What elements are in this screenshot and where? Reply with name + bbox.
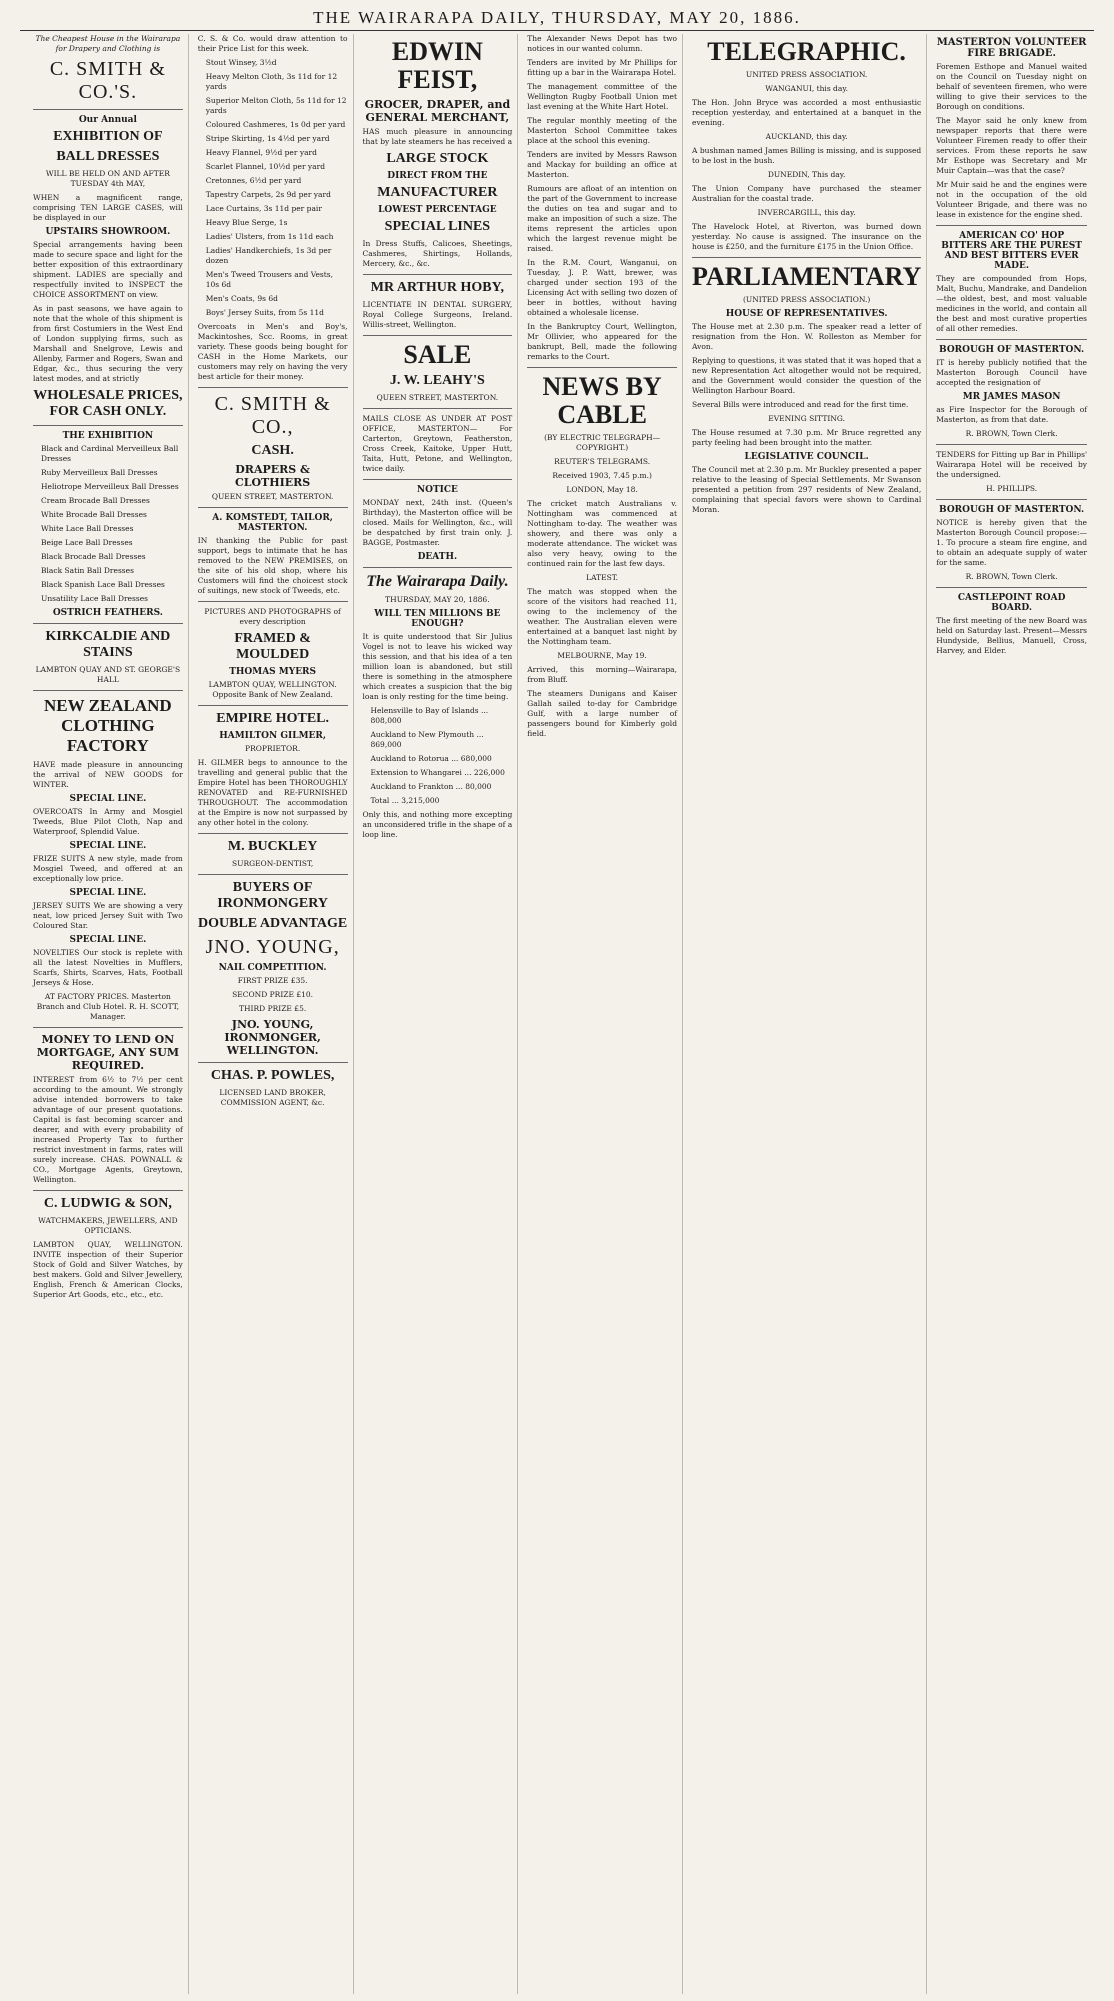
divider bbox=[692, 257, 921, 258]
third-prize: THIRD PRIZE £5. bbox=[239, 1004, 307, 1013]
divider bbox=[363, 479, 513, 480]
received-label: Received 1903, 7.45 p.m.) bbox=[552, 471, 652, 480]
table-row: Total ... 3,215,000 bbox=[370, 796, 440, 805]
kirkcaldie-heading: KIRKCALDIE AND STAINS bbox=[45, 629, 171, 660]
town-clerk: R. BROWN, Town Clerk. bbox=[965, 429, 1058, 438]
price-item: Heavy Blue Serge, 1s bbox=[205, 218, 288, 227]
borough-text-2: as Fire Inspector for the Borough of Masterton, as from that date. bbox=[936, 405, 1087, 424]
london-dateline: LONDON, May 18. bbox=[566, 485, 638, 494]
kirkcaldie-address: LAMBTON QUAY AND ST. GEORGE'S HALL bbox=[35, 665, 181, 684]
column-3 bbox=[360, 34, 519, 1994]
list-item: Ruby Merveilleux Ball Dresses bbox=[41, 468, 158, 477]
manufacturer-heading: MANUFACTURER bbox=[377, 185, 498, 200]
dentist-label: SURGEON-DENTIST, bbox=[231, 859, 314, 868]
editorial-text-2: Only this, and nothing more excepting an unconsidered trifle in the shape of a loop line. bbox=[362, 810, 513, 839]
divider bbox=[936, 339, 1087, 340]
column-4 bbox=[524, 34, 683, 1994]
factory-overcoats: OVERCOATS In Army and Mosgiel Tweeds, Blue Pilot Cloth, Nap and Waterproof, Splendid Value. bbox=[33, 807, 183, 836]
list-item: Black Brocade Ball Dresses bbox=[41, 552, 146, 561]
divider bbox=[33, 109, 183, 110]
divider bbox=[33, 623, 183, 624]
special-lines-text: In Dress Stuffs, Calicoes, Sheetings, Cashmeres, Shirtings, Hollands, Mercery, &c., &c. bbox=[362, 239, 513, 268]
hop-bitters-heading: AMERICAN CO' HOP BITTERS ARE THE PUREST AND BEST BITTERS EVER MADE. bbox=[941, 231, 1082, 271]
tagline: The Cheapest House in the Wairarapa for Drapery and Clothing is bbox=[35, 34, 181, 53]
melbourne-dateline: MELBOURNE, May 19. bbox=[557, 651, 647, 660]
borough-notice-text: NOTICE is hereby given that the Masterton Borough Council propose:— 1. To procure a steam fire engine, and to obtain an adequate supply of water for the same. bbox=[936, 518, 1087, 567]
leahy-heading: J. W. LEAHY'S bbox=[389, 373, 485, 388]
council-text: The Council met at 2.30 p.m. Mr Buckley presented a paper relative to the leasing of Special Settlements. Mr Swanson presented a petition from 297 residents of New Zealand, complaining that special favors were shown to Cardinal Moran. bbox=[692, 465, 922, 514]
factory-jersey: JERSEY SUITS We are showing a very neat, low priced Jersey Suit with Two Coloured Star. bbox=[33, 901, 183, 930]
telegraph-text-2: A bushman named James Billing is missing, and is supposed to be lost in the bush. bbox=[692, 146, 922, 165]
divider bbox=[33, 1190, 183, 1191]
divider bbox=[198, 387, 348, 388]
assoc-label: UNITED PRESS ASSOCIATION. bbox=[745, 70, 868, 79]
smith-brand: C. SMITH & CO.'S. bbox=[49, 58, 166, 103]
reuter-label: REUTER'S TELEGRAMS. bbox=[554, 457, 651, 466]
first-prize: FIRST PRIZE £35. bbox=[237, 976, 308, 985]
framed-heading: FRAMED & MOULDED bbox=[234, 631, 311, 662]
newspaper-logo: The Wairarapa Daily. bbox=[366, 573, 509, 590]
news-text-6: Rumours are afloat of an intention on the part of the Government to increase the duties on tea and sugar and to make an imposition of such a size. The items represent the articles upon which the largest revenue might be raised. bbox=[527, 184, 677, 253]
price-item: Heavy Flannel, 9½d per yard bbox=[205, 148, 317, 157]
borough-heading-2: BOROUGH OF MASTERTON. bbox=[939, 505, 1085, 515]
special-lines-heading: SPECIAL LINES bbox=[384, 219, 491, 234]
divider bbox=[33, 1027, 183, 1028]
dunedin-dateline: DUNEDIN, This day. bbox=[767, 170, 846, 179]
table-row: Auckland to Frankton ... 80,000 bbox=[370, 782, 492, 791]
price-item: Men's Coats, 9s 6d bbox=[205, 294, 278, 303]
list-item: Unsatility Lace Ball Dresses bbox=[41, 594, 148, 603]
divider bbox=[363, 567, 513, 568]
empire-text: H. GILMER begs to announce to the travelling and general public that the Empire Hotel has been THOROUGHLY RENOVATED and RE-FURNISHED THROUGHOUT. The accommodation at the Empire is now not surpassed by any other hotel in the colony. bbox=[197, 758, 348, 827]
feist-text: HAS much pleasure in announcing that by late steamers he has received a bbox=[362, 127, 513, 146]
exhibition-text-2: Special arrangements having been made to secure space and light for the better exposition of this extraordinary shipment. LADIES are specially and respectfully invited to INSPECT the CHOICE ASSORTMENT on view. bbox=[33, 240, 183, 299]
hoby-heading: MR ARTHUR HOBY, bbox=[370, 280, 504, 295]
ironmongery-heading: BUYERS OF IRONMONGERY bbox=[217, 880, 328, 911]
divider bbox=[363, 408, 513, 409]
price-item: Tapestry Carpets, 2s 9d per yard bbox=[205, 190, 331, 199]
tenders-text: TENDERS for Fitting up Bar in Phillips' Wairarapa Hotel will be received by the undersigned. bbox=[936, 450, 1087, 479]
price-list bbox=[198, 58, 348, 318]
telegraph-text-4: The Havelock Hotel, at Riverton, was burned down yesterday. No cause is assigned. The insurance on the house is £250, and the furniture £175 in the Union Office. bbox=[692, 222, 922, 251]
mails-text: MAILS CLOSE AS UNDER AT POST OFFICE, MASTERTON— For Carterton, Greytown, Featherston, Cross Creek, Kaitoke, Upper Hutt, Taita, Hutt, Petone, and Wellington, twice daily. bbox=[362, 414, 513, 473]
column-2 bbox=[195, 34, 354, 1994]
house-text-1: The House met at 2.30 p.m. The speaker read a letter of resignation from the Hon. W. Rolleston as Member for Avon. bbox=[692, 322, 922, 351]
price-list-note: Overcoats in Men's and Boy's, Mackintoshes, Scc. Rooms, in great variety. These goods being bought for CASH in the Home Markets, our customers may rely on having the very best article for their money. bbox=[197, 322, 348, 381]
exhibition-date: WILL BE HELD ON AND AFTER TUESDAY 4th MAY, bbox=[45, 169, 170, 188]
notice-heading: NOTICE bbox=[416, 485, 458, 495]
price-item: Heavy Melton Cloth, 3s 11d for 12 yards bbox=[205, 72, 338, 91]
ludwig-heading: C. LUDWIG & SON, bbox=[43, 1196, 172, 1211]
proprietor-label: PROPRIETOR. bbox=[245, 744, 301, 753]
totals-table bbox=[363, 706, 513, 806]
wholesale-heading: WHOLESALE PRICES, FOR CASH ONLY. bbox=[33, 388, 183, 419]
divider bbox=[936, 444, 1087, 445]
tailor-text: IN thanking the Public for past support, begs to intimate that he has removed to the NEW PREMISES, on the site of his old shop, where his Customers will find the choicest stock of suitings, new stock of Tweeds, etc. bbox=[197, 536, 348, 595]
nail-competition-heading: NAIL COMPETITION. bbox=[218, 963, 327, 973]
column-5 bbox=[689, 34, 927, 1994]
divider bbox=[363, 274, 513, 275]
special-line: SPECIAL LINE. bbox=[69, 888, 147, 898]
list-item: Black Satin Ball Dresses bbox=[41, 566, 134, 575]
mason-name: MR JAMES MASON bbox=[962, 392, 1061, 402]
sale-heading: SALE bbox=[403, 340, 472, 369]
divider bbox=[198, 874, 348, 875]
large-stock-heading: LARGE STOCK bbox=[386, 151, 489, 166]
brigade-heading: MASTERTON VOLUNTEER FIRE BRIGADE. bbox=[936, 37, 1087, 59]
house-text-2: Replying to questions, it was stated that it was hoped that a new Representation Act altogether would not be required, and the Government would consider the question of the Wellington Harbour Board. bbox=[692, 356, 922, 395]
castlepoint-text: The first meeting of the new Board was held on Saturday last. Present—Messrs Hundyside, Bellius, Manuell, Cross, Harvey, and Elder. bbox=[936, 616, 1087, 655]
tailor-heading: A. KOMSTEDT, TAILOR, MASTERTON. bbox=[212, 513, 333, 533]
divider bbox=[33, 425, 183, 426]
telegraph-text-1: The Hon. John Bryce was accorded a most enthusiastic reception yesterday, and entertained at a banquet in the evening. bbox=[692, 98, 922, 127]
money-text: INTEREST from 6½ to 7½ per cent according to the amount. We strongly advise intended borrowers to take advantage of our present quotations. Capital is fast becoming scarcer and dearer, and with every probability of increased Property Tax to further restrict investment in farms, rates will surely increase. CHAS. POWNALL & CO., Mortgage Agents, Greytown, Wellington. bbox=[33, 1075, 183, 1184]
divider bbox=[527, 367, 677, 368]
special-line: SPECIAL LINE. bbox=[69, 935, 147, 945]
gilmer-heading: HAMILTON GILMER, bbox=[219, 731, 327, 741]
house-text-4: The House resumed at 7.30 p.m. Mr Bruce regretted any party feeling had been brought into the matter. bbox=[692, 428, 922, 447]
price-list-heading: C. S. & Co. would draw attention to their Price List for this week. bbox=[197, 34, 348, 53]
editorial-heading: WILL TEN MILLIONS BE ENOUGH? bbox=[374, 609, 501, 629]
feist-heading: EDWIN FEIST, bbox=[391, 37, 483, 94]
leahy-address: QUEEN STREET, MASTERTON. bbox=[376, 393, 499, 402]
cash-heading: CASH. bbox=[251, 443, 294, 458]
powles-heading: CHAS. P. POWLES, bbox=[210, 1068, 335, 1083]
hoby-text: LICENTIATE IN DENTAL SURGERY, Royal College Surgeons, Ireland. Willis-street, Wellington. bbox=[362, 300, 513, 329]
table-row: Auckland to New Plymouth ... 869,000 bbox=[370, 730, 484, 749]
divider bbox=[198, 507, 348, 508]
cable-text-2: The match was stopped when the score of the visitors had reached 11, owing to the inclemency of the weather. The Australian eleven were entertained at a banquet last night by the Nottingham team. bbox=[527, 587, 677, 646]
list-item: White Lace Ball Dresses bbox=[41, 524, 134, 533]
grocer-heading: GROCER, DRAPER, and GENERAL MERCHANT, bbox=[364, 98, 511, 124]
ludwig-sub: WATCHMAKERS, JEWELLERS, AND OPTICIANS. bbox=[38, 1216, 178, 1235]
telegraph-text-3: The Union Company have purchased the steamer Australian for the coastal trade. bbox=[692, 184, 922, 203]
evening-label: EVENING SITTING. bbox=[768, 414, 845, 423]
invercargill-dateline: INVERCARGILL, this day. bbox=[757, 208, 856, 217]
price-item: Scarlet Flannel, 10½d per yard bbox=[205, 162, 326, 171]
column-1 bbox=[30, 34, 189, 1994]
cable-text-3: The steamers Dunigans and Kaiser Gallah sailed to-day for Cambridge Gulf, with a large number of passengers bound for Kimberly gold field. bbox=[527, 689, 677, 738]
powles-sub: LICENSED LAND BROKER, COMMISSION AGENT, &c. bbox=[219, 1088, 326, 1107]
castlepoint-heading: CASTLEPOINT ROAD BOARD. bbox=[957, 593, 1066, 613]
feathers-heading: OSTRICH FEATHERS. bbox=[52, 608, 163, 618]
news-text-3: The management committee of the Wellington Rugby Football Union met last evening at the White Hart Hotel. bbox=[527, 82, 677, 111]
smith-brand-2: C. SMITH & CO., bbox=[214, 393, 331, 438]
exhibition-consists: THE EXHIBITION bbox=[62, 431, 154, 441]
cable-text-1: The cricket match Australians v. Nottingham was commenced at Nottingham to-day. The weather was showery, and there was only a moderate attendance. The wicket was also very heavy, owing to the continued rain for the last few days. bbox=[527, 499, 677, 568]
news-text-7: In the R.M. Court, Wanganui, on Tuesday, J. P. Watt, brewer, was charged under section 193 of the Licensing Act with selling two dozen of beer in bottles, without having obtained a wholesale license. bbox=[527, 258, 677, 317]
young-ironmonger: JNO. YOUNG, IRONMONGER, WELLINGTON. bbox=[224, 1018, 321, 1057]
wanganui-dateline: WANGANUI, this day. bbox=[765, 84, 848, 93]
price-item: Stripe Skirting, 1s 4½d per yard bbox=[205, 134, 330, 143]
list-item: Beige Lace Ball Dresses bbox=[41, 538, 133, 547]
ball-dresses-heading: BALL DRESSES bbox=[56, 149, 160, 164]
council-heading: LEGISLATIVE COUNCIL. bbox=[744, 452, 869, 462]
death-heading: DEATH. bbox=[417, 552, 458, 562]
news-text-8: In the Bankruptcy Court, Wellington, Mr Ollivier, who appeared for the bankrupt, Bell, made the following remarks to the Court. bbox=[527, 322, 677, 361]
factory-novelties: NOVELTIES Our stock is replete with all the latest Novelties in Mufflers, Scarfs, Shirts, Scarves, Hats, Football Jerseys & Hose. bbox=[33, 948, 183, 987]
telegraphic-heading: TELEGRAPHIC. bbox=[707, 37, 906, 66]
myers-address: LAMBTON QUAY, WELLINGTON. Opposite Bank of New Zealand. bbox=[208, 680, 337, 699]
editorial-text: It is quite understood that Sir Julius Vogel is not to leave his wicked way this session, and that his idea of a ten million loan is abandoned, but still there is something in the atmosphere which creates a suspicion that the big loan is only resting for the time being. bbox=[362, 632, 513, 701]
special-line: SPECIAL LINE. bbox=[69, 794, 147, 804]
price-item: Cretonnes, 6½d per yard bbox=[205, 176, 302, 185]
exhibition-heading: EXHIBITION OF bbox=[53, 129, 163, 144]
young-heading: JNO. YOUNG, bbox=[205, 936, 340, 958]
pictures-text: PICTURES AND PHOTOGRAPHS of every description bbox=[204, 607, 341, 626]
divider bbox=[363, 335, 513, 336]
phillips-name: H. PHILLIPS. bbox=[986, 484, 1038, 493]
news-text-4: The regular monthly meeting of the Masterton School Committee takes place at the school this evening. bbox=[527, 116, 677, 145]
column-6 bbox=[933, 34, 1092, 1994]
divider bbox=[936, 499, 1087, 500]
town-clerk-2: R. BROWN, Town Clerk. bbox=[965, 572, 1058, 581]
list-item: Heliotrope Merveilleux Ball Dresses bbox=[41, 482, 179, 491]
double-advantage-heading: DOUBLE ADVANTAGE bbox=[198, 916, 348, 931]
buckley-heading: M. BUCKLEY bbox=[227, 839, 318, 854]
news-by-cable-heading: NEWS BY CABLE bbox=[542, 372, 662, 429]
notice-text: MONDAY next, 24th inst. (Queen's Birthday), the Masterton office will be closed. Mails for Wellington, &c., will be despatched by first train only. J. BAGGE, Postmaster. bbox=[362, 498, 513, 547]
house-heading: HOUSE OF REPRESENTATIVES. bbox=[725, 309, 888, 319]
list-item: Cream Brocade Ball Dresses bbox=[41, 496, 150, 505]
table-row: Helensville to Bay of Islands ... 808,000 bbox=[370, 706, 489, 725]
direct-label: DIRECT FROM THE bbox=[387, 171, 488, 181]
second-prize: SECOND PRIZE £10. bbox=[232, 990, 314, 999]
price-item: Lace Curtains, 3s 11d per pair bbox=[205, 204, 322, 213]
arrived-text: Arrived, this morning—Wairarapa, from Bluff. bbox=[527, 665, 677, 684]
factory-suits: FRIZE SUITS A new style, made from Mosgiel Tweed, and offered at an exceptionally low price. bbox=[33, 854, 183, 883]
factory-text: HAVE made pleasure in announcing the arrival of NEW GOODS for WINTER. bbox=[33, 760, 183, 789]
house-text-3: Several Bills were introduced and read for the first time. bbox=[692, 400, 909, 409]
empire-hotel-heading: EMPIRE HOTEL. bbox=[216, 711, 330, 726]
auckland-dateline: AUCKLAND, this day. bbox=[765, 132, 848, 141]
drapers-heading: DRAPERS & CLOTHIERS bbox=[234, 463, 311, 489]
news-text-5: Tenders are invited by Messrs Rawson and Mackay for building an office at Masterton. bbox=[527, 150, 677, 179]
ludwig-text: LAMBTON QUAY, WELLINGTON. INVITE inspection of their Superior Stock of Gold and Silver Watches, by best makers. Gold and Silver Jewellery, English, French & American Clocks, Superior Art Goods, etc., etc., etc. bbox=[33, 1240, 183, 1299]
divider bbox=[198, 705, 348, 706]
masthead-title: THE WAIRARAPA DAILY, THURSDAY, MAY 20, 1886. bbox=[313, 8, 801, 27]
newspaper-date: THURSDAY, MAY 20, 1886. bbox=[385, 595, 490, 604]
brigade-text-1: Foremen Esthope and Manuel waited on the Council on Tuesday night on behalf of seventeen firemen, who were willing to give their services to the Borough on conditions. bbox=[936, 62, 1087, 111]
news-text-1: The Alexander News Depot has two notices in our wanted column. bbox=[527, 34, 677, 53]
list-item: Black Spanish Lace Ball Dresses bbox=[41, 580, 165, 589]
divider bbox=[198, 833, 348, 834]
masthead bbox=[20, 6, 1094, 31]
divider bbox=[936, 587, 1087, 588]
clothing-factory-heading: NEW ZEALAND CLOTHING FACTORY bbox=[44, 696, 172, 755]
price-item: Boys' Jersey Suits, from 5s 11d bbox=[205, 308, 324, 317]
money-heading: MONEY TO LEND ON MORTGAGE, ANY SUM REQUIRED. bbox=[36, 1033, 179, 1072]
divider bbox=[198, 601, 348, 602]
price-item: Stout Winsey, 3½d bbox=[205, 58, 277, 67]
assoc-label-2: (UNITED PRESS ASSOCIATION.) bbox=[742, 295, 871, 304]
divider bbox=[33, 690, 183, 691]
upstairs-heading: UPSTAIRS SHOWROOM. bbox=[45, 227, 171, 237]
table-row: Auckland to Rotorua ... 680,000 bbox=[370, 754, 492, 763]
queen-street: QUEEN STREET, MASTERTON. bbox=[211, 492, 334, 501]
hop-bitters-text: They are compounded from Hops, Malt, Buchu, Mandrake, and Dandelion—the oldest, best, and most valuable medicines in the world, and contain all the best and most curative properties of all other remedies. bbox=[936, 274, 1087, 333]
table-row: Extension to Whangarei ... 226,000 bbox=[370, 768, 505, 777]
factory-address: AT FACTORY PRICES. Masterton Branch and Club Hotel. R. H. SCOTT, Manager. bbox=[36, 992, 180, 1021]
parliamentary-heading: PARLIAMENTARY bbox=[692, 262, 922, 291]
news-sub: (BY ELECTRIC TELEGRAPH—COPYRIGHT.) bbox=[544, 433, 661, 452]
exhibition-text: WHEN a magnificent range, comprising TEN LARGE CASES, will be displayed in our bbox=[33, 193, 183, 222]
annual-label: Our Annual bbox=[78, 115, 137, 125]
brigade-text-2: The Mayor said he only knew from newspaper reports that there were Volunteer Firemen ready to offer their services. From these reports he saw Mr Esthope was Secretary and Mr Muir Captain—was that the case? bbox=[936, 116, 1087, 175]
divider bbox=[936, 225, 1087, 226]
list-item: Black and Cardinal Merveilleux Ball Dresses bbox=[41, 444, 179, 463]
list-item: White Brocade Ball Dresses bbox=[41, 510, 147, 519]
latest-label: LATEST. bbox=[586, 573, 619, 582]
borough-text: IT is hereby publicly notified that the Masterton Borough Council have accepted the resignation of bbox=[936, 358, 1087, 387]
price-item: Coloured Cashmeres, 1s 0d per yard bbox=[205, 120, 346, 129]
divider bbox=[198, 1062, 348, 1063]
brigade-text-3: Mr Muir said he and the engines were not in the occupation of the old Volunteer Brigade, and there was no lease in existence for the engine shed. bbox=[936, 180, 1087, 219]
news-text-2: Tenders are invited by Mr Phillips for fitting up a bar in the Wairarapa Hotel. bbox=[527, 58, 677, 77]
price-item: Men's Tweed Trousers and Vests, 10s 6d bbox=[205, 270, 333, 289]
price-item: Ladies' Handkerchiefs, 1s 3d per dozen bbox=[205, 246, 332, 265]
ball-dress-list bbox=[33, 444, 183, 604]
special-line: SPECIAL LINE. bbox=[69, 841, 147, 851]
myers-heading: THOMAS MYERS bbox=[229, 667, 317, 677]
percentage-heading: LOWEST PERCENTAGE bbox=[378, 205, 497, 215]
price-item: Ladies' Ulsters, from 1s 11d each bbox=[205, 232, 334, 241]
newspaper-columns bbox=[30, 34, 1092, 1994]
borough-heading: BOROUGH OF MASTERTON. bbox=[939, 345, 1085, 355]
exhibition-text-3: As in past seasons, we have again to note that the whole of this shipment is from first Costumiers in the West End of London supplying firms, such as Marshall and Snelgrove, Lewis and Allenby, Farmer and Rogers, Swan and Edgar, &c., thus securing the very latest modes, and at strictly bbox=[33, 304, 183, 383]
price-item: Superior Melton Cloth, 5s 11d for 12 yards bbox=[205, 96, 347, 115]
